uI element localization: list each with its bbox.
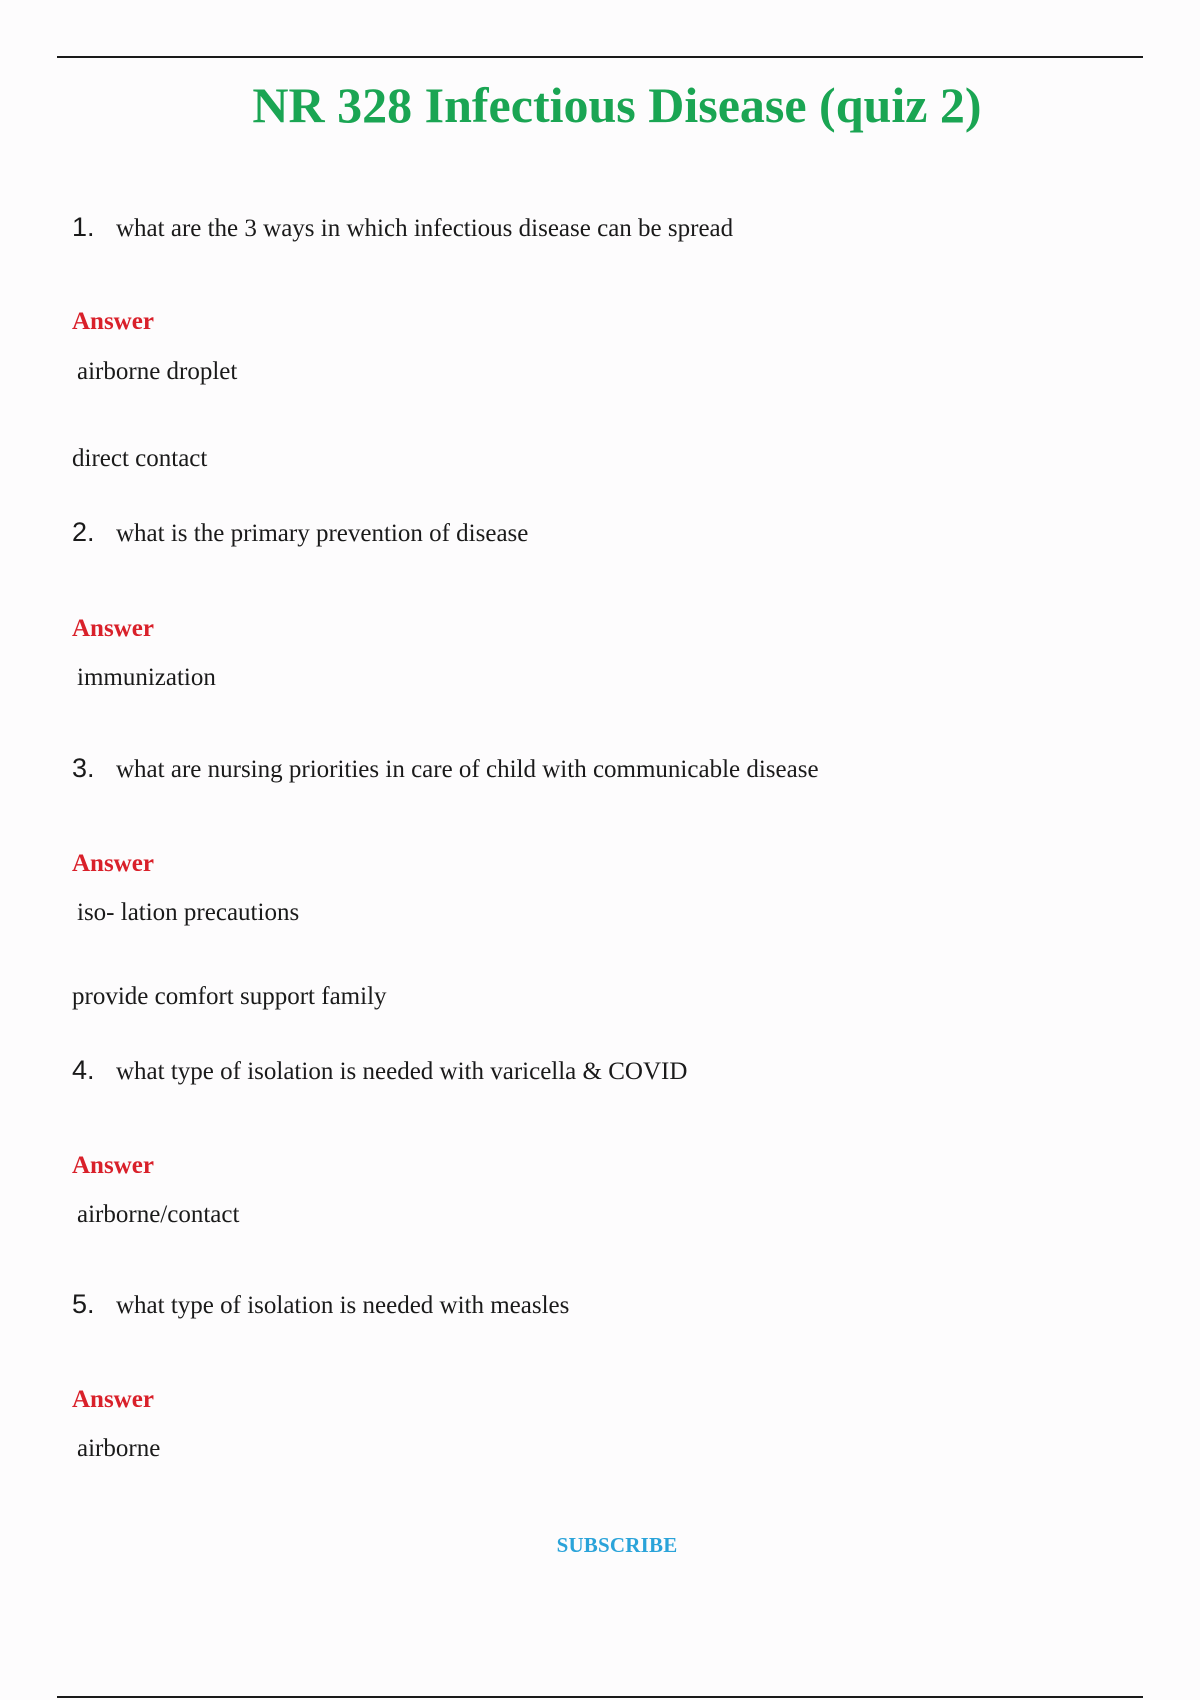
question-text: what are the 3 ways in which infectious disease can be spread xyxy=(116,215,734,242)
answer-text: airborne xyxy=(77,1435,161,1462)
answer-text: immunization xyxy=(77,664,216,691)
question-text: what type of isolation is needed with varicella & COVID xyxy=(116,1058,688,1085)
answer-text: airborne droplet xyxy=(77,358,238,385)
answer-label: Answer xyxy=(72,615,154,642)
question-number: 2. xyxy=(72,517,95,547)
answer-label: Answer xyxy=(72,1152,154,1179)
question-text: what are nursing priorities in care of child with communicable disease xyxy=(116,756,819,783)
question-number: 1. xyxy=(72,212,95,242)
question-number: 5. xyxy=(72,1289,95,1319)
bottom-rule xyxy=(57,1696,1143,1698)
answer-label: Answer xyxy=(72,1386,154,1413)
question xyxy=(72,210,733,246)
top-rule xyxy=(57,56,1143,58)
question xyxy=(72,1287,569,1323)
answer-label: Answer xyxy=(72,308,154,335)
document-title: NR 328 Infectious Disease (quiz 2) xyxy=(252,77,982,133)
answer-text: provide comfort support family xyxy=(72,983,387,1010)
question-text: what is the primary prevention of disease xyxy=(116,520,529,547)
answer-text: direct contact xyxy=(72,445,208,472)
subscribe-link[interactable]: SUBSCRIBE xyxy=(556,1533,678,1557)
question xyxy=(72,1053,687,1089)
question xyxy=(72,515,528,551)
answer-label: Answer xyxy=(72,850,154,877)
question xyxy=(72,751,819,787)
question-text: what type of isolation is needed with measles xyxy=(116,1292,570,1319)
question-number: 3. xyxy=(72,753,95,783)
answer-text: airborne/contact xyxy=(77,1201,240,1228)
answer-text: iso- lation precautions xyxy=(77,899,300,926)
question-number: 4. xyxy=(72,1055,95,1085)
